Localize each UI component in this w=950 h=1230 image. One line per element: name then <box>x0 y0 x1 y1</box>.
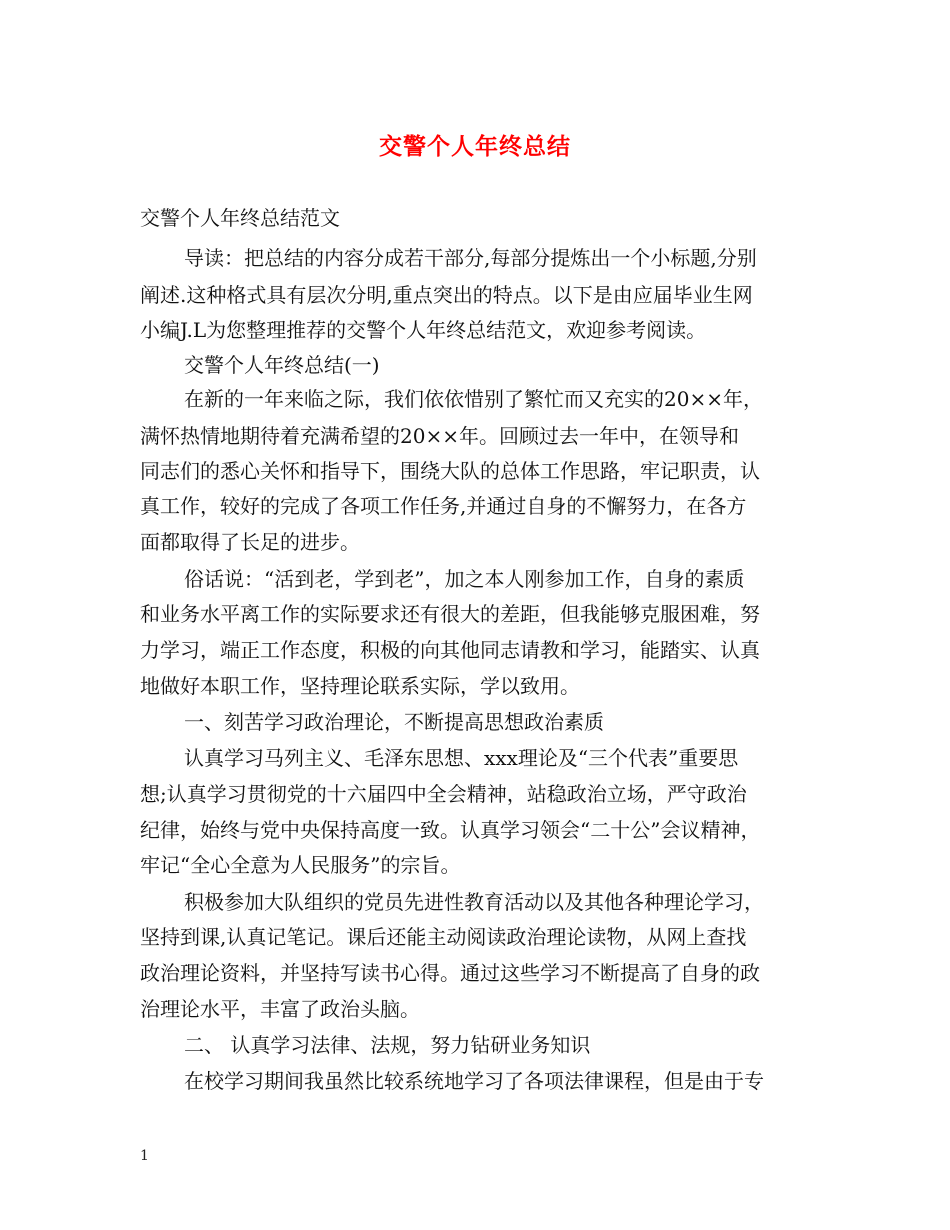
paragraph-line: 地做好本职工作，坚持理论联系实际，学以致用。 <box>140 674 580 698</box>
paragraph-line: 小编J.L为您整理推荐的交警个人年终总结范文，欢迎参考阅读。 <box>140 318 707 342</box>
paragraph-line: 认真学习马列主义、毛泽东思想、xxx理论及“三个代表”重要思 <box>184 746 739 770</box>
paragraph-line: 坚持到课,认真记笔记。课后还能主动阅读政治理论读物，从网上查找 <box>140 925 747 949</box>
paragraph-line: 在新的一年来临之际，我们依依惜别了繁忙而又充实的20××年， <box>184 387 763 411</box>
paragraph-line: 积极参加大队组织的党员先进性教育活动以及其他各种理论学习， <box>184 890 764 914</box>
paragraph-line: 面都取得了长足的进步。 <box>140 530 360 554</box>
document-title: 交警个人年终总结 <box>379 133 571 160</box>
paragraph-line: 和业务水平离工作的实际要求还有很大的差距，但我能够克服困难，努 <box>140 602 760 626</box>
paragraph-line: 在校学习期间我虽然比较系统地学习了各项法律课程，但是由于专 <box>184 1069 764 1093</box>
paragraph-line: 治理论水平，丰富了政治头脑。 <box>140 997 420 1021</box>
paragraph-line: 纪律，始终与党中央保持高度一致。认真学习领会“二十公”会议精神， <box>140 818 761 842</box>
section-heading: 交警个人年终总结(一) <box>184 353 380 377</box>
subtitle-line: 交警个人年终总结范文 <box>140 206 340 230</box>
paragraph-line: 同志们的悉心关怀和指导下，围绕大队的总体工作思路，牢记职责，认 <box>140 459 760 483</box>
page-number: 1 <box>140 1148 149 1164</box>
paragraph-line: 力学习，端正工作态度，积极的向其他同志请教和学习，能踏实、认真 <box>140 638 760 662</box>
paragraph-line: 阐述.这种格式具有层次分明,重点突出的特点。以下是由应届毕业生网 <box>140 283 753 307</box>
paragraph-line: 导读：把总结的内容分成若干部分,每部分提炼出一个小标题,分别 <box>184 246 757 270</box>
paragraph-line: 满怀热情地期待着充满希望的20××年。回顾过去一年中，在领导和 <box>140 424 739 448</box>
section-heading: 二、 认真学习法律、法规，努力钻研业务知识 <box>184 1033 591 1057</box>
paragraph-line: 牢记“全心全意为人民服务”的宗旨。 <box>140 853 461 877</box>
paragraph-line: 俗话说：“活到老，学到老”，加之本人刚参加工作，自身的素质 <box>184 567 745 591</box>
paragraph-line: 想;认真学习贯彻党的十六届四中全会精神，站稳政治立场，严守政治 <box>140 782 747 806</box>
paragraph-line: 真工作，较好的完成了各项工作任务,并通过自身的不懈努力，在各方 <box>140 494 747 518</box>
paragraph-line: 政治理论资料，并坚持写读书心得。通过这些学习不断提高了自身的政 <box>140 961 760 985</box>
section-heading: 一、刻苦学习政治理论，不断提高思想政治素质 <box>184 710 604 734</box>
